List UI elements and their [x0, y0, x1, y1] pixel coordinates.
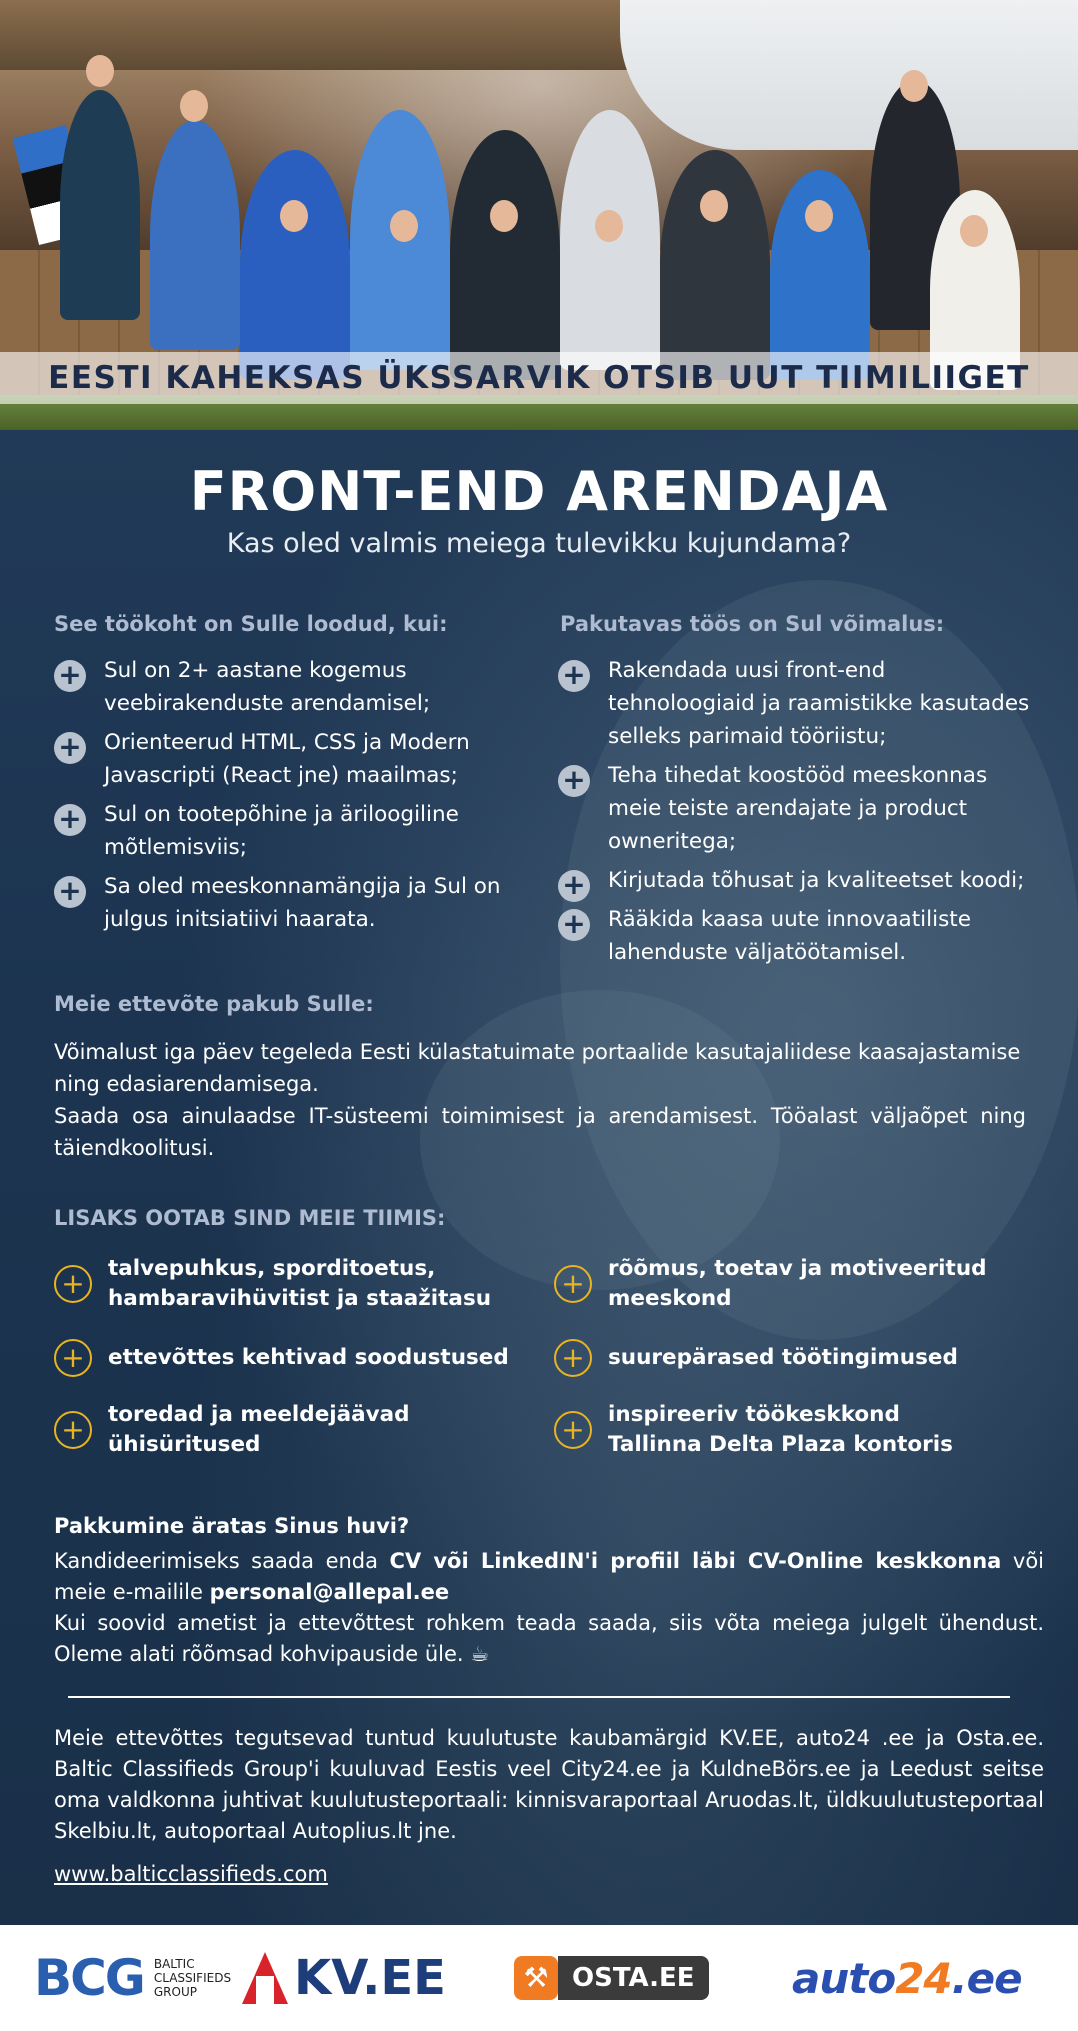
team-extra-text: ettevõttes kehtivad soodustused — [108, 1345, 509, 1370]
hero-photo — [0, 0, 1078, 430]
company-offers-paragraph: Võimalust iga päev tegeleda Eesti külastatuimate portaalide kasutajaliidese kaasajastamise ning edasiarendamisega. — [54, 1040, 1021, 1096]
plus-circle-icon: + — [54, 732, 86, 764]
team-extra-text: talvepuhkus, sporditoetus, hambaravihüvitist ja staažitasu — [108, 1256, 492, 1311]
list-item-text: Orienteerud HTML, CSS ja Modern Javascripti (React jne) maailmas; — [104, 730, 470, 788]
job-subtitle: Kas oled valmis meiega tulevikku kujundama? — [226, 528, 852, 559]
list-item — [558, 903, 1038, 969]
team-member — [450, 130, 560, 380]
list-item — [54, 870, 514, 936]
plus-circle-icon: + — [558, 660, 590, 692]
opportunities-list — [558, 654, 1038, 975]
job-ad-panel — [0, 430, 1078, 1925]
team-member-head — [86, 55, 114, 87]
plus-circle-icon: + — [54, 876, 86, 908]
list-item-text: Sa oled meeskonnamängija ja Sul on julgus initsiatiivi haarata. — [104, 874, 501, 932]
auto24-logo-text — [792, 1954, 1022, 2003]
requirements-list — [54, 654, 514, 942]
contact-heading: Pakkumine äratas Sinus huvi? — [54, 1514, 410, 1538]
team-extra-item — [554, 1254, 1034, 1314]
team-extra-item — [554, 1339, 1034, 1377]
team-extra-text: inspireeriv töökeskkond Tallinna Delta Plaza kontoris — [608, 1402, 953, 1457]
list-item-text: Sul on tootepõhine ja äriloogiline mõtlemisviis; — [104, 802, 459, 860]
about-company-text: Meie ettevõttes tegutsevad tuntud kuulutuste kaubamärgid KV.EE, auto24 .ee ja Osta.ee. Baltic Classifieds Group'i kuuluvad Eestis veel City24.ee ja KuldneBörs.ee ja Leedust seitse oma valdkonna juhtivat kuulutusteportaali: kinnisvaraportaal Aruodas.lt, üldkuulutusteportaal Skelbiu.lt, autoportaal Autoplius.lt jne. — [54, 1726, 1044, 1843]
team-extras-heading: LISAKS OOTAB SIND MEIE TIIMIS: — [54, 1206, 446, 1230]
plus-ring-icon: + — [54, 1411, 92, 1449]
team-member-head — [960, 215, 988, 247]
team-member — [60, 90, 140, 320]
plus-circle-icon: + — [558, 909, 590, 941]
list-item-text: Teha tihedat koostööd meeskonnas meie teiste arendajate ja product owneritega; — [608, 763, 988, 854]
team-member-head — [390, 210, 418, 242]
auto24-logo — [792, 1945, 1022, 2011]
team-member-head — [595, 210, 623, 242]
list-item-text: Sul on 2+ aastane kogemus veebirakenduste arendamisel; — [104, 658, 431, 716]
plus-circle-icon: + — [558, 870, 590, 902]
requirements-heading: See töökoht on Sulle loodud, kui: — [54, 612, 448, 636]
contact-text-part: Kui soovid ametist ja ettevõttest rohkem teada saada, siis võta meiega julgelt ühendust. Oleme alati rõõmsad kohvipauside üle. ☕ — [54, 1611, 1044, 1666]
team-extra-item — [54, 1400, 484, 1460]
bcg-logo — [34, 1945, 234, 2011]
list-item-text: Rakendada uusi front-end tehnoloogiaid ja raamistikke kasutades selleks parimaid tööriistu; — [608, 658, 1030, 749]
contact-cv-instruction: CV või LinkedIN'i profiil läbi CV-Online keskkonna — [389, 1549, 1002, 1573]
company-offers-heading: Meie ettevõte pakub Sulle: — [54, 992, 374, 1016]
team-member-head — [490, 200, 518, 232]
kv-house-icon — [242, 1952, 288, 2004]
osta-logo-text: OSTA.EE — [558, 1956, 709, 2000]
team-member-head — [900, 70, 928, 102]
hero-sky — [620, 0, 1078, 150]
company-website-link[interactable]: www.balticclassifieds.com — [54, 1862, 328, 1886]
bcg-logo-mark: BCG — [34, 1949, 144, 2007]
plus-ring-icon: + — [554, 1411, 592, 1449]
opportunities-heading: Pakutavas töös on Sul võimalus: — [560, 612, 945, 636]
contact-text — [54, 1546, 1044, 1670]
team-member — [150, 120, 240, 350]
section-divider — [68, 1696, 1010, 1698]
plus-ring-icon: + — [54, 1339, 92, 1377]
osta-logo — [514, 1945, 709, 2011]
contact-text-part: Kandideerimiseks saada enda — [54, 1549, 390, 1573]
kv-logo — [242, 1945, 446, 2011]
auto24-logo-part: .ee — [951, 1953, 1022, 2003]
osta-hammer-icon: ⚒ — [514, 1956, 558, 2000]
auto24-logo-number: 24 — [895, 1953, 952, 2003]
team-member-head — [180, 90, 208, 122]
hero-banner — [0, 352, 1078, 404]
list-item — [558, 864, 1038, 901]
plus-ring-icon: + — [554, 1265, 592, 1303]
contact-email[interactable]: personal@allepal.ee — [209, 1580, 450, 1604]
list-item-text: Rääkida kaasa uute innovaatiliste lahenduste väljatöötamisel. — [608, 907, 971, 965]
bcg-logo-text: BALTIC CLASSIFIEDS GROUP — [153, 1957, 232, 1999]
team-extra-item — [54, 1254, 524, 1314]
list-item — [54, 726, 514, 792]
team-member-head — [280, 200, 308, 232]
list-item — [54, 798, 514, 864]
team-extra-text: suurepärased töötingimused — [608, 1345, 958, 1370]
team-member-head — [700, 190, 728, 222]
plus-circle-icon: + — [558, 765, 590, 797]
plus-circle-icon: + — [54, 804, 86, 836]
plus-circle-icon: + — [54, 660, 86, 692]
list-item-text: Kirjutada tõhusat ja kvaliteetset koodi; — [608, 868, 1025, 893]
plus-ring-icon: + — [54, 1265, 92, 1303]
company-offers-paragraph: Saada osa ainulaadse IT-süsteemi toimimisest ja arendamisest. Tööalast väljaõpet ning täiendkoolitusi. — [54, 1104, 1026, 1160]
brand-logo-bar — [0, 1925, 1078, 2031]
team-extra-text: rõõmus, toetav ja motiveeritud meeskond — [608, 1256, 987, 1311]
list-item — [558, 654, 1038, 753]
kv-logo-text: KV.EE — [294, 1950, 446, 2006]
team-extra-text: toredad ja meeldejäävad ühisüritused — [108, 1402, 410, 1457]
team-member — [660, 150, 770, 380]
team-extra-item — [554, 1400, 974, 1460]
contact-text-part: või meie e-mailile — [54, 1549, 1044, 1604]
job-title: FRONT-END ARENDAJA — [189, 460, 889, 523]
team-member — [240, 150, 350, 380]
hero-banner-text: EESTI KAHEKSAS ÜKSSARVIK OTSIB UUT TIIMILIIGET — [48, 360, 1030, 396]
team-extra-item — [54, 1339, 524, 1377]
team-member-head — [805, 200, 833, 232]
list-item — [558, 759, 1038, 858]
list-item — [54, 654, 514, 720]
plus-ring-icon: + — [554, 1339, 592, 1377]
auto24-logo-part: auto — [792, 1953, 896, 2003]
